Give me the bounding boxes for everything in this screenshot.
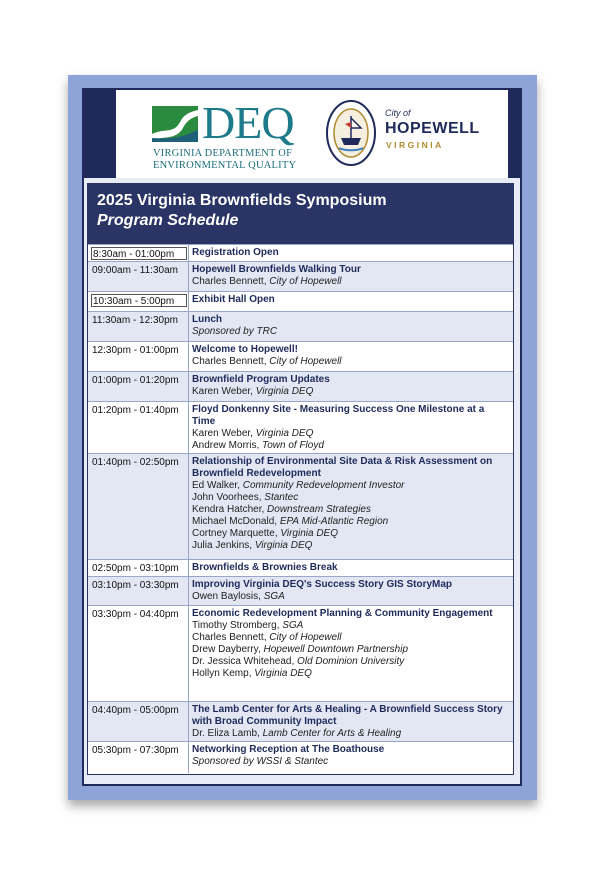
logo-band-left-bar bbox=[84, 90, 116, 178]
hopewell-state: VIRGINIA bbox=[386, 140, 444, 150]
schedule-row bbox=[88, 453, 513, 559]
speaker bbox=[192, 728, 508, 740]
session-title: Networking Reception at The Boathouse bbox=[192, 744, 385, 755]
column-divider bbox=[188, 577, 189, 605]
column-divider bbox=[188, 454, 189, 559]
speaker-name: Timothy Stromberg, bbox=[192, 620, 283, 631]
column-divider bbox=[188, 606, 189, 701]
schedule-content bbox=[192, 264, 508, 288]
speaker-org: Virginia DEQ bbox=[280, 528, 338, 539]
column-divider bbox=[188, 292, 189, 311]
schedule-time: 12:30pm - 01:00pm bbox=[92, 345, 179, 356]
hopewell-seal-icon bbox=[325, 98, 377, 168]
speaker bbox=[192, 356, 508, 368]
schedule-content bbox=[192, 374, 508, 398]
speaker-name: Julia Jenkins, bbox=[192, 540, 255, 551]
column-divider bbox=[188, 262, 189, 291]
speaker-name: Dr. Jessica Whitehead, bbox=[192, 656, 298, 667]
speaker bbox=[192, 591, 508, 603]
schedule-content bbox=[192, 344, 508, 368]
schedule-time: 8:30am - 01:00pm bbox=[91, 247, 187, 260]
speaker-org: EPA Mid-Atlantic Region bbox=[279, 516, 389, 527]
speaker bbox=[192, 504, 508, 516]
hopewell-city-of: City of bbox=[385, 108, 411, 118]
schedule-row bbox=[88, 701, 513, 741]
speaker-name: Andrew Morris, bbox=[192, 440, 263, 451]
speaker bbox=[192, 440, 508, 452]
schedule-time: 03:30pm - 04:40pm bbox=[92, 609, 179, 620]
schedule-time: 11:30am - 12:30pm bbox=[92, 315, 178, 326]
speaker bbox=[192, 492, 508, 504]
schedule-row bbox=[88, 559, 513, 576]
speaker-org: SGA bbox=[263, 591, 285, 602]
speaker bbox=[192, 428, 508, 440]
speaker-org: Community Redevelopment Investor bbox=[242, 480, 405, 491]
speaker bbox=[192, 668, 508, 680]
speaker-name: Charles Bennett, bbox=[192, 276, 270, 287]
schedule-time: 01:20pm - 01:40pm bbox=[92, 405, 179, 416]
schedule-content bbox=[192, 314, 508, 338]
speaker-org: City of Hopewell bbox=[269, 632, 342, 643]
speaker-name: Ed Walker, bbox=[192, 480, 243, 491]
column-divider bbox=[188, 372, 189, 401]
speaker-name: Kendra Hatcher, bbox=[192, 504, 268, 515]
speaker-org: Downstream Strategies bbox=[267, 504, 371, 515]
speaker bbox=[192, 632, 508, 644]
deq-logo-line2: ENVIRONMENTAL QUALITY bbox=[153, 160, 297, 171]
speaker-name: Charles Bennett, bbox=[192, 632, 270, 643]
column-divider bbox=[188, 402, 189, 453]
schedule-time: 02:50pm - 03:10pm bbox=[92, 563, 179, 574]
schedule-row bbox=[88, 261, 513, 291]
schedule-row bbox=[88, 605, 513, 701]
column-divider bbox=[188, 702, 189, 741]
speaker bbox=[192, 620, 508, 632]
session-title: Relationship of Environmental Site Data & Risk Assessment on Brownfield Redevelopment bbox=[192, 456, 493, 479]
speaker bbox=[192, 480, 508, 492]
schedule-row bbox=[88, 311, 513, 341]
session-title: Brownfields & Brownies Break bbox=[192, 562, 338, 573]
schedule-row bbox=[88, 576, 513, 605]
schedule-row bbox=[88, 401, 513, 453]
speaker-org: Hopewell Downtown Partnership bbox=[263, 644, 409, 655]
schedule-time: 01:00pm - 01:20pm bbox=[92, 375, 179, 386]
page-subtitle: Program Schedule bbox=[97, 212, 239, 229]
speaker-name: Cortney Marquette, bbox=[192, 528, 281, 539]
column-divider bbox=[188, 342, 189, 371]
sponsor-text: Sponsored by WSSI & Stantec bbox=[192, 756, 329, 767]
speaker bbox=[192, 276, 508, 288]
session-title: Improving Virginia DEQ's Success Story GIS StoryMap bbox=[192, 579, 453, 590]
schedule-content bbox=[192, 562, 508, 574]
schedule-content bbox=[192, 579, 508, 603]
schedule-time: 10:30am - 5:00pm bbox=[91, 294, 187, 307]
schedule-time: 03:10pm - 03:30pm bbox=[92, 580, 179, 591]
speaker bbox=[192, 656, 508, 668]
schedule-content bbox=[192, 744, 508, 768]
speaker-name: Dr. Eliza Lamb, bbox=[192, 728, 263, 739]
schedule-row bbox=[88, 371, 513, 401]
session-title: Exhibit Hall Open bbox=[192, 294, 275, 305]
speaker-org: Virginia DEQ bbox=[254, 668, 312, 679]
speaker-name: John Voorhees, bbox=[192, 492, 265, 503]
speaker-org: Virginia DEQ bbox=[254, 540, 313, 551]
schedule-content bbox=[192, 294, 508, 306]
schedule-content bbox=[192, 704, 508, 740]
schedule-time: 01:40pm - 02:50pm bbox=[92, 457, 179, 468]
speaker bbox=[192, 386, 508, 398]
schedule-content bbox=[192, 404, 508, 452]
session-title: Lunch bbox=[192, 314, 222, 325]
sponsor-text: Sponsored by TRC bbox=[192, 326, 278, 337]
schedule-content bbox=[192, 456, 508, 552]
speaker-org: Virginia DEQ bbox=[255, 428, 314, 439]
session-title: Floyd Donkenny Site - Measuring Success One Milestone at a Time bbox=[192, 404, 485, 427]
speaker-org: Lamb Center for Arts & Healing bbox=[262, 728, 402, 739]
speaker-org: SGA bbox=[282, 620, 304, 631]
schedule-time: 05:30pm - 07:30pm bbox=[92, 745, 179, 756]
schedule-row bbox=[88, 341, 513, 371]
session-title: Welcome to Hopewell! bbox=[192, 344, 298, 355]
speaker bbox=[192, 540, 508, 552]
speaker-org: Stantec bbox=[264, 492, 299, 503]
speaker-org: City of Hopewell bbox=[269, 276, 342, 287]
schedule-row bbox=[88, 291, 513, 311]
schedule-row bbox=[88, 244, 513, 261]
schedule-row bbox=[88, 741, 513, 773]
column-divider bbox=[188, 245, 189, 261]
speaker-name: Michael McDonald, bbox=[192, 516, 280, 527]
deq-logo-line1: VIRGINIA DEPARTMENT OF bbox=[153, 148, 293, 159]
session-title: Brownfield Program Updates bbox=[192, 374, 330, 385]
speaker-org: City of Hopewell bbox=[269, 356, 342, 367]
speaker-org: Town of Floyd bbox=[262, 440, 324, 451]
session-title: The Lamb Center for Arts & Healing - A Brownfield Success Story with Broad Community Impact bbox=[192, 704, 503, 727]
speaker-org: Virginia DEQ bbox=[255, 386, 314, 397]
column-divider bbox=[188, 560, 189, 576]
speaker bbox=[192, 516, 508, 528]
session-title: Economic Redevelopment Planning & Community Engagement bbox=[192, 608, 493, 619]
speaker-name: Hollyn Kemp, bbox=[192, 668, 255, 679]
speaker bbox=[192, 644, 508, 656]
speaker-name: Drew Dayberry, bbox=[192, 644, 264, 655]
deq-logo-text: DEQ bbox=[202, 97, 294, 148]
column-divider bbox=[188, 312, 189, 341]
speaker-name: Karen Weber, bbox=[192, 386, 256, 397]
schedule-time: 04:40pm - 05:00pm bbox=[92, 705, 179, 716]
schedule-content bbox=[192, 608, 508, 680]
page-title: 2025 Virginia Brownfields Symposium bbox=[97, 192, 387, 209]
column-divider bbox=[188, 742, 189, 773]
schedule-time: 09:00am - 11:30am bbox=[92, 265, 178, 276]
speaker-org: Old Dominion University bbox=[297, 656, 405, 667]
speaker-name: Charles Bennett, bbox=[192, 356, 270, 367]
session-title: Registration Open bbox=[192, 247, 279, 258]
logo-band-right-bar bbox=[508, 90, 520, 178]
schedule-content bbox=[192, 247, 508, 259]
hopewell-name: HOPEWELL bbox=[385, 120, 480, 137]
speaker-name: Karen Weber, bbox=[192, 428, 256, 439]
session-title: Hopewell Brownfields Walking Tour bbox=[192, 264, 361, 275]
speaker-name: Owen Baylosis, bbox=[192, 591, 264, 602]
speaker bbox=[192, 528, 508, 540]
